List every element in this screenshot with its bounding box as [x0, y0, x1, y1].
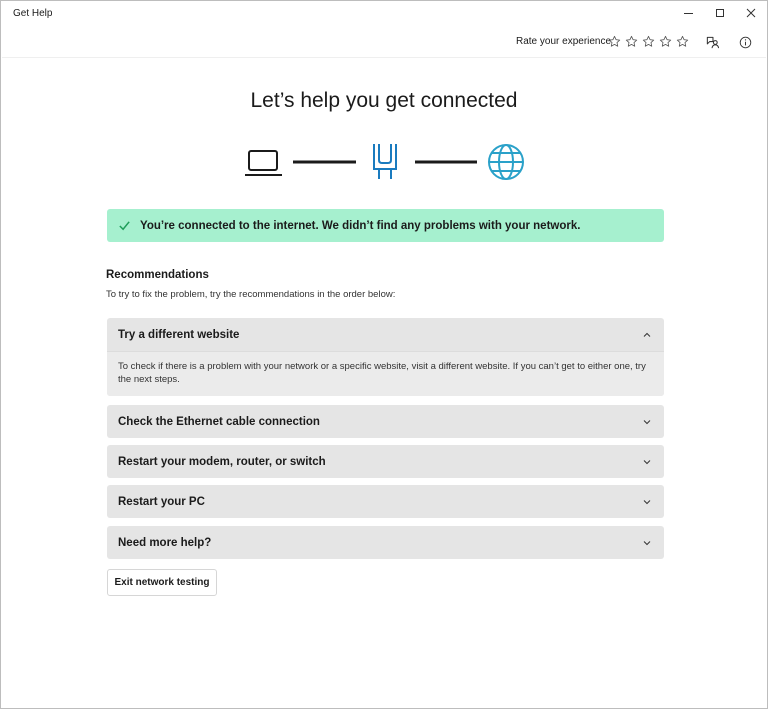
- chevron-down-icon: [642, 497, 652, 507]
- feedback-icon: [705, 35, 720, 50]
- recommendation-check-ethernet: [107, 405, 664, 438]
- star-2-button[interactable]: [624, 32, 639, 50]
- title-bar[interactable]: [1, 1, 767, 27]
- accordion-title: Check the Ethernet cable connection: [118, 415, 320, 428]
- accordion-header[interactable]: [107, 485, 664, 518]
- star-1-button[interactable]: [607, 32, 622, 50]
- chevron-down-icon: [642, 457, 652, 467]
- status-message: You’re connected to the internet. We didn’t find any problems with your network.: [140, 219, 581, 232]
- accordion-title: Need more help?: [118, 536, 212, 549]
- recommendation-need-more-help: [107, 526, 664, 559]
- maximize-button[interactable]: [703, 1, 737, 25]
- recommendations-subtitle: To try to fix the problem, try the recommendations in the order below:: [106, 289, 396, 300]
- close-icon: [746, 8, 756, 18]
- chevron-down-icon: [642, 417, 652, 427]
- accordion-header[interactable]: [107, 526, 664, 559]
- recommendations-heading: Recommendations: [106, 269, 209, 281]
- accordion-body: To check if there is a problem with your network or a specific website, visit a different website. If you can’t get to either one, try the next steps.: [107, 351, 664, 396]
- status-banner: [107, 209, 664, 242]
- recommendation-try-different-website: [107, 318, 664, 396]
- window-title: Get Help: [13, 8, 53, 19]
- minimize-button[interactable]: [671, 1, 705, 25]
- info-button[interactable]: [735, 32, 755, 52]
- star-4-button[interactable]: [658, 32, 673, 50]
- exit-network-testing-button[interactable]: Exit network testing: [107, 569, 217, 596]
- accordion-title: Try a different website: [118, 328, 240, 341]
- star-3-button[interactable]: [641, 32, 656, 50]
- page-title: Let’s help you get connected: [250, 89, 518, 112]
- star-icon: [659, 35, 672, 48]
- connection-graphic: [245, 141, 527, 185]
- laptop-icon: [245, 151, 282, 175]
- info-icon: [739, 36, 752, 49]
- globe-icon: [489, 145, 523, 179]
- accordion-title: Restart your modem, router, or switch: [118, 455, 326, 468]
- accordion-header[interactable]: [107, 445, 664, 478]
- accordion-header[interactable]: [107, 405, 664, 438]
- close-button[interactable]: [734, 1, 768, 25]
- checkmark-icon: [118, 219, 132, 233]
- accordion-title: Restart your PC: [118, 495, 205, 508]
- ethernet-plug-icon: [374, 144, 396, 179]
- accordion-header[interactable]: [107, 318, 664, 351]
- rating-stars: [607, 32, 690, 50]
- chevron-up-icon: [642, 330, 652, 340]
- rate-experience-label: Rate your experience: [516, 36, 612, 47]
- star-icon: [625, 35, 638, 48]
- recommendation-restart-modem: [107, 445, 664, 478]
- star-icon: [676, 35, 689, 48]
- chevron-down-icon: [642, 538, 652, 548]
- maximize-icon: [716, 9, 724, 17]
- toolbar-divider: [2, 57, 766, 58]
- star-5-button[interactable]: [675, 32, 690, 50]
- feedback-button[interactable]: [702, 32, 722, 52]
- toolbar: [1, 31, 767, 53]
- minimize-icon: [684, 13, 693, 14]
- star-icon: [608, 35, 621, 48]
- recommendation-restart-pc: [107, 485, 664, 518]
- star-icon: [642, 35, 655, 48]
